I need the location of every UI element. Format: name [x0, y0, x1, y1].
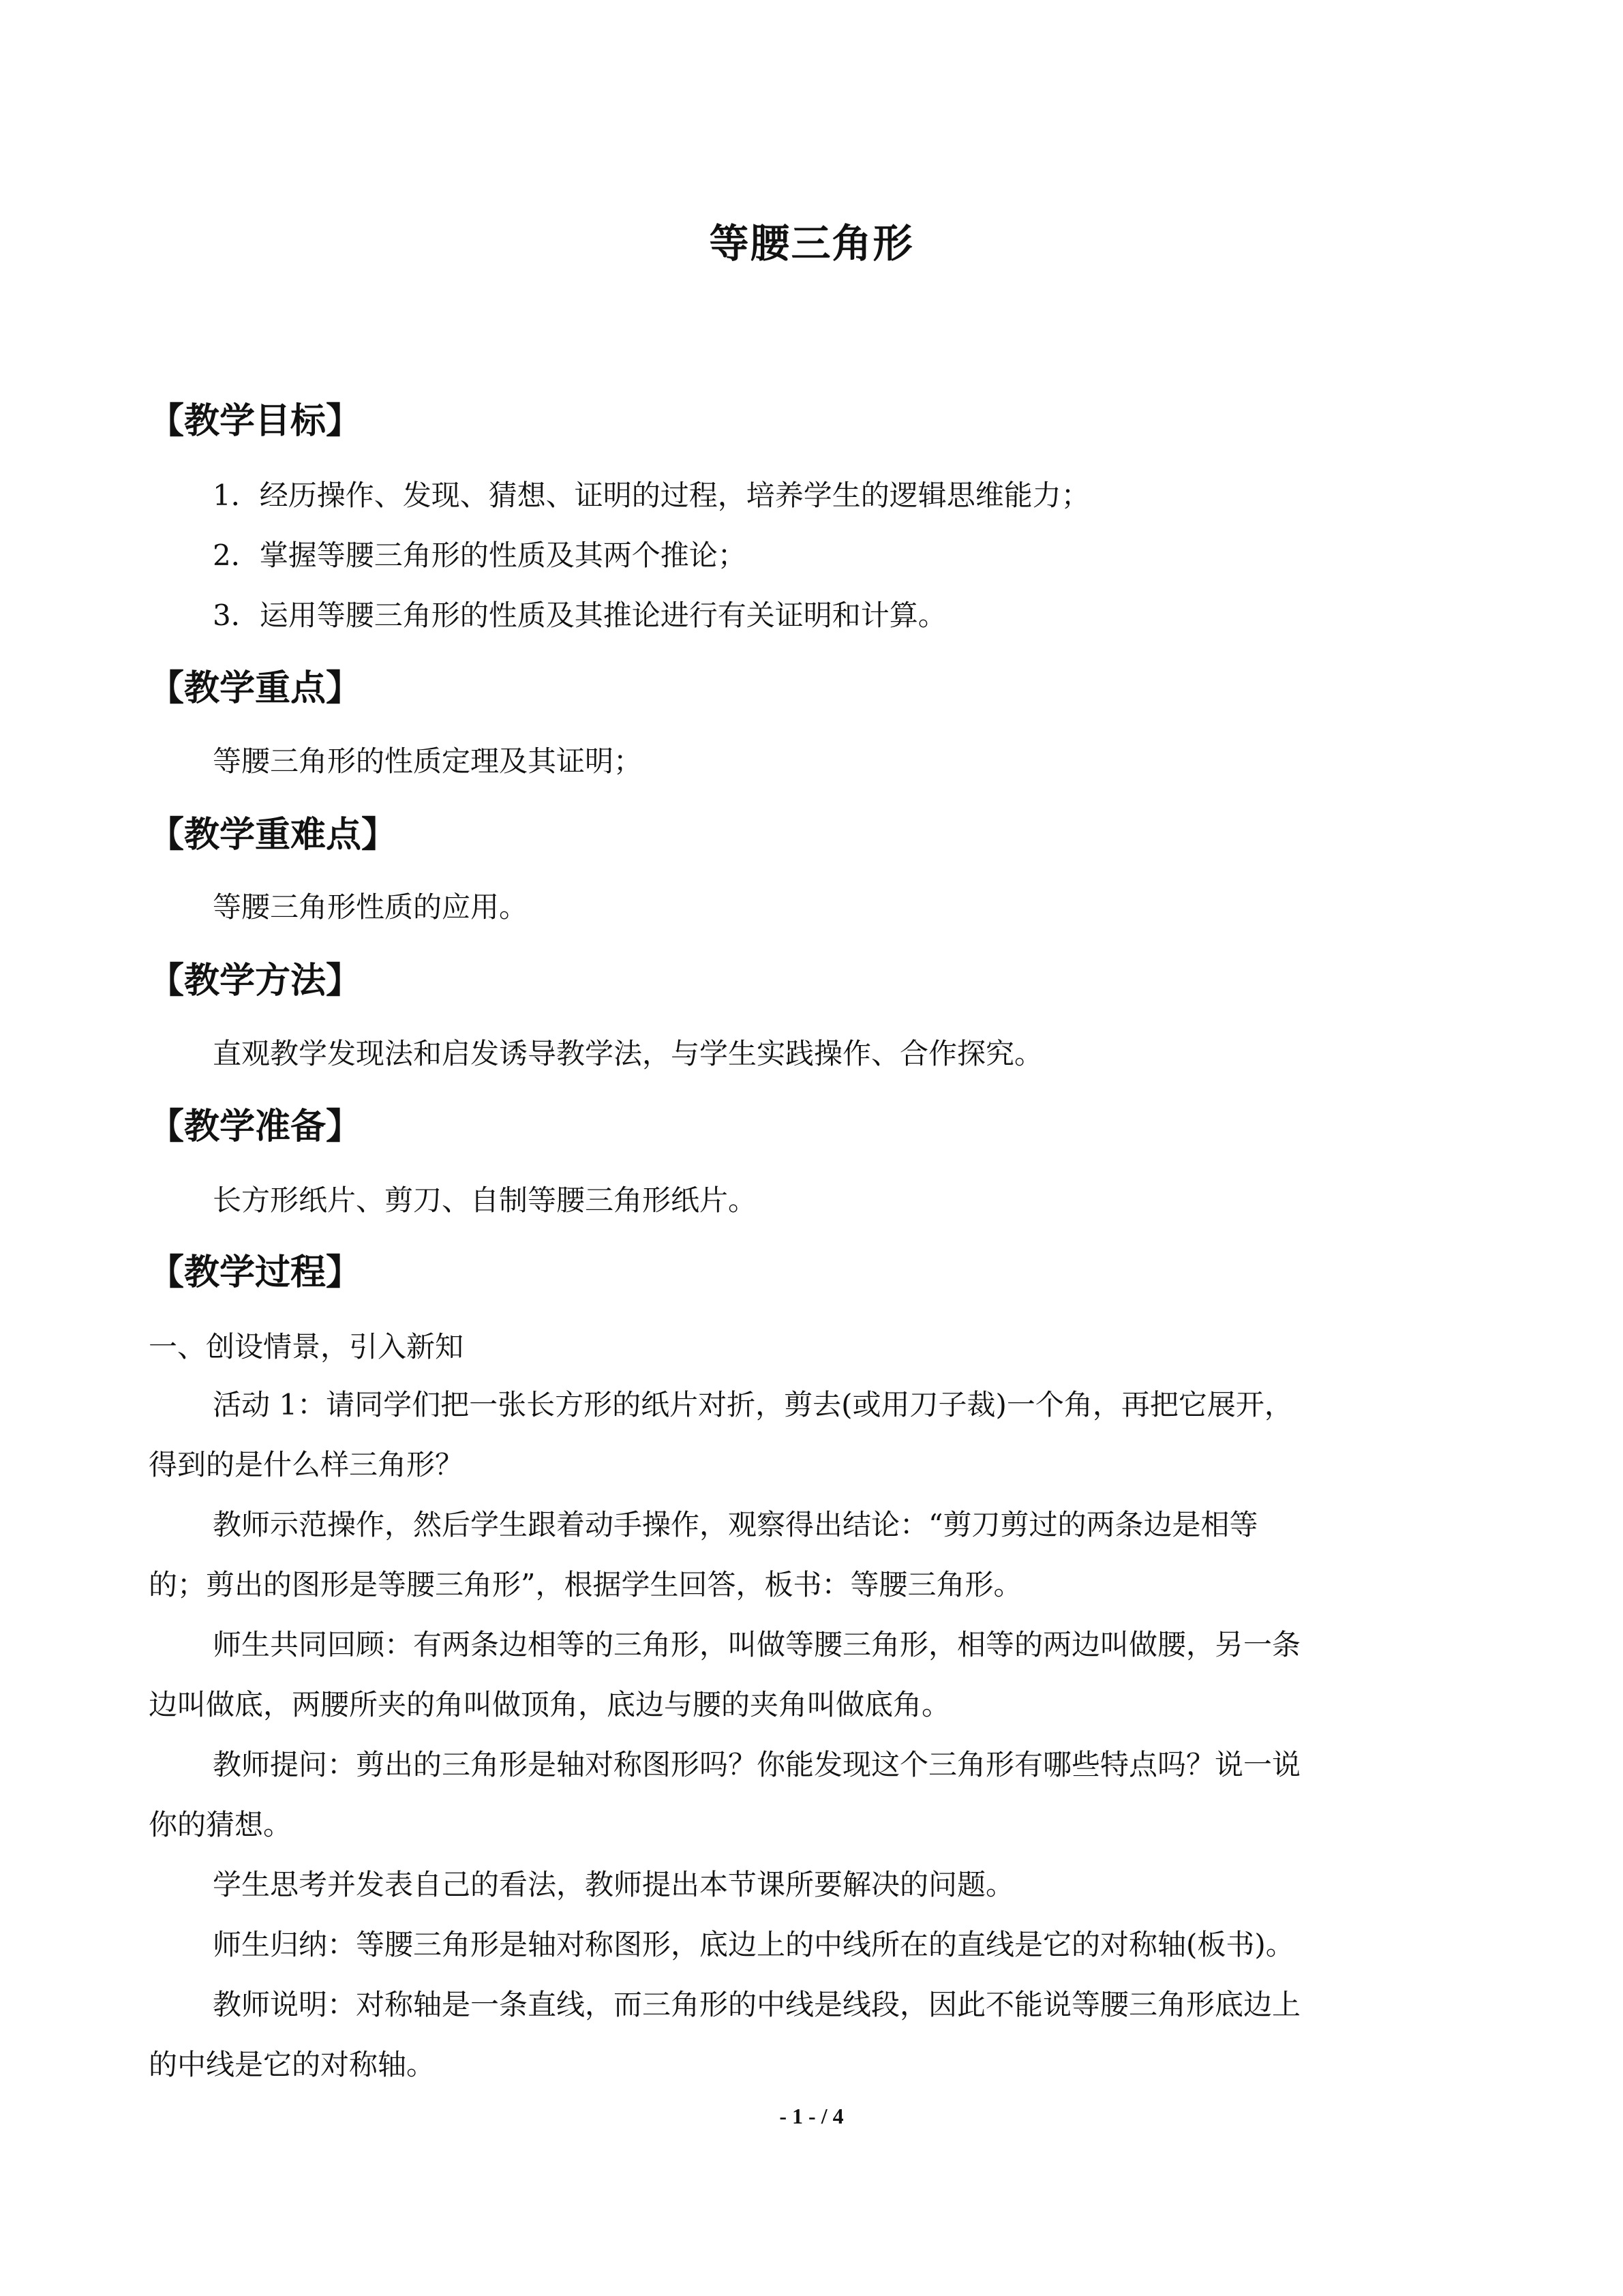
section-heading-key-points: 【教学重点】 — [149, 668, 362, 709]
process-subheading: 一、创设情景，引入新知 — [149, 1330, 464, 1363]
process-line-4: 的；剪出的图形是等腰三角形”，根据学生回答，板书：等腰三角形。 — [149, 1568, 1022, 1601]
section-heading-objectives: 【教学目标】 — [149, 401, 362, 442]
page-title: 等腰三角形 — [709, 220, 914, 267]
key-points-text: 等腰三角形的性质定理及其证明； — [213, 744, 643, 778]
process-line-1: 活动 1：请同学们把一张长方形的纸片对折，剪去(或用刀子裁)一个角，再把它展开， — [213, 1388, 1293, 1421]
section-heading-difficulties: 【教学重难点】 — [149, 815, 397, 856]
process-line-9: 学生思考并发表自己的看法，教师提出本节课所要解决的问题。 — [213, 1868, 1015, 1901]
process-line-2: 得到的是什么样三角形？ — [149, 1448, 464, 1481]
page-number: - 1 - / 4 — [779, 2104, 844, 2128]
process-line-6: 边叫做底，两腰所夹的角叫做顶角，底边与腰的夹角叫做底角。 — [149, 1688, 951, 1721]
preparation-text: 长方形纸片、剪刀、自制等腰三角形纸片。 — [213, 1183, 757, 1217]
objective-item-2: 2．掌握等腰三角形的性质及其两个推论； — [213, 539, 746, 572]
process-line-11: 教师说明：对称轴是一条直线，而三角形的中线是线段，因此不能说等腰三角形底边上 — [213, 1988, 1301, 2021]
difficulties-text: 等腰三角形性质的应用。 — [213, 890, 528, 924]
process-line-8: 你的猜想。 — [149, 1808, 292, 1841]
process-line-3: 教师示范操作，然后学生跟着动手操作，观察得出结论：“剪刀剪过的两条边是相等 — [213, 1508, 1258, 1541]
process-line-5: 师生共同回顾：有两条边相等的三角形，叫做等腰三角形，相等的两边叫做腰，另一条 — [213, 1628, 1301, 1661]
process-line-12: 的中线是它的对称轴。 — [149, 2048, 436, 2081]
section-heading-methods: 【教学方法】 — [149, 961, 362, 1001]
methods-text: 直观教学发现法和启发诱导教学法，与学生实践操作、合作探究。 — [213, 1037, 1044, 1070]
process-line-10: 师生归纳：等腰三角形是轴对称图形，底边上的中线所在的直线是它的对称轴(板书)。 — [213, 1928, 1294, 1961]
section-heading-process: 【教学过程】 — [149, 1252, 362, 1293]
section-heading-preparation: 【教学准备】 — [149, 1106, 362, 1147]
objective-item-3: 3．运用等腰三角形的性质及其推论进行有关证明和计算。 — [213, 599, 947, 632]
objective-item-1: 1．经历操作、发现、猜想、证明的过程，培养学生的逻辑思维能力； — [213, 479, 1090, 512]
process-line-7: 教师提问：剪出的三角形是轴对称图形吗？你能发现这个三角形有哪些特点吗？说一说 — [213, 1748, 1301, 1781]
